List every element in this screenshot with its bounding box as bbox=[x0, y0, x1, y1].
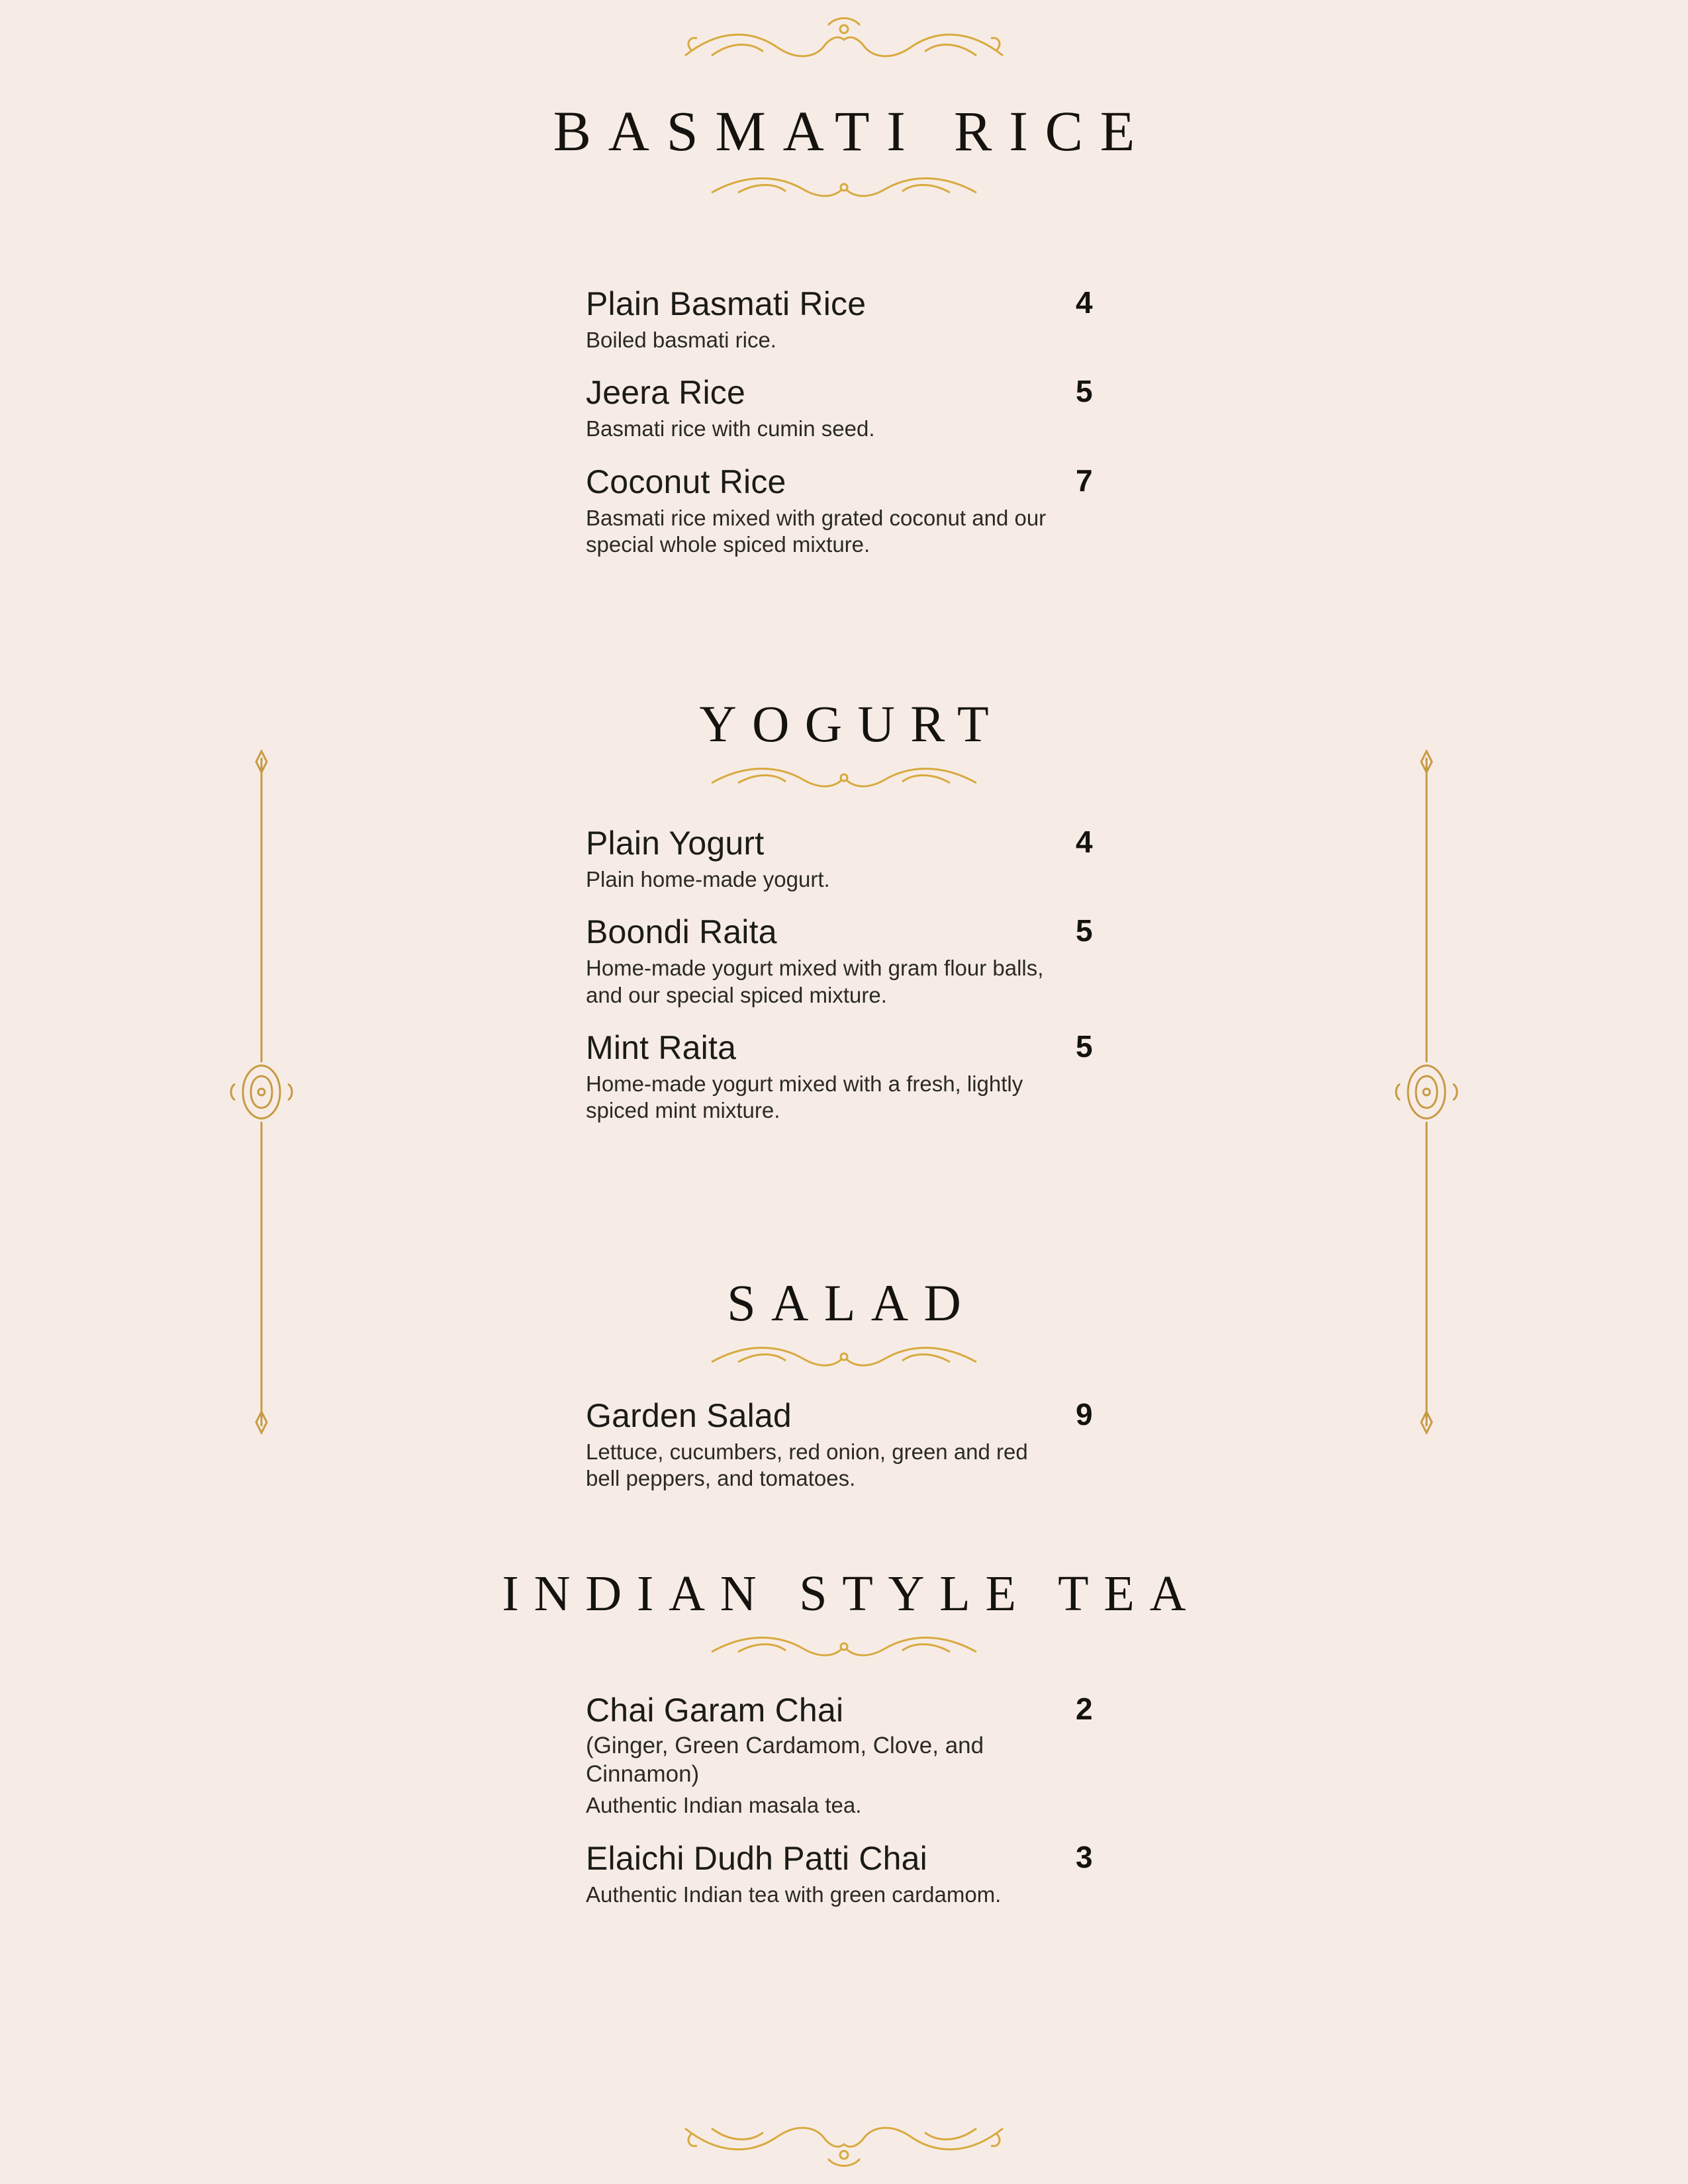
item-description: Authentic Indian tea with green cardamom. bbox=[586, 1882, 1002, 1907]
item-list-salad bbox=[586, 1396, 1129, 1512]
flourish-ornament-top bbox=[672, 9, 1016, 82]
section-title: BASMATI RICE bbox=[553, 99, 1152, 163]
item-name: Boondi Raita bbox=[586, 913, 777, 951]
menu-item bbox=[586, 824, 1129, 893]
item-list-indian-style-tea bbox=[586, 1691, 1129, 1928]
item-description: Lettuce, cucumbers, red onion, green and red bell peppers, and tomatoes. bbox=[586, 1439, 1028, 1491]
flourish-ornament-bottom bbox=[672, 2102, 1016, 2175]
item-price: 4 bbox=[1076, 285, 1093, 320]
item-description: Basmati rice mixed with grated coconut and our special whole spiced mixture. bbox=[586, 505, 1047, 557]
item-description: Plain home-made yogurt. bbox=[586, 867, 830, 891]
menu-item bbox=[586, 913, 1129, 1009]
item-price: 7 bbox=[1076, 463, 1093, 498]
menu-item bbox=[586, 1028, 1129, 1124]
section-header-salad bbox=[0, 1274, 1688, 1379]
menu-item bbox=[586, 1691, 1129, 1819]
menu-item bbox=[586, 373, 1129, 442]
item-name: Coconut Rice bbox=[586, 463, 786, 500]
section-header-indian-style-tea bbox=[0, 1566, 1688, 1669]
menu-item bbox=[586, 463, 1129, 559]
item-price: 5 bbox=[1076, 1028, 1093, 1064]
item-name: Plain Yogurt bbox=[586, 825, 765, 862]
item-description: Basmati rice with cumin seed. bbox=[586, 416, 875, 441]
item-name: Jeera Rice bbox=[586, 374, 745, 412]
menu-item bbox=[586, 1396, 1129, 1492]
item-description: Home-made yogurt mixed with gram flour balls, and our special spiced mixture. bbox=[586, 956, 1044, 1007]
item-name: Plain Basmati Rice bbox=[586, 285, 867, 322]
item-list-basmati-rice bbox=[586, 285, 1129, 578]
menu-item bbox=[586, 285, 1129, 353]
section-title: YOGURT bbox=[699, 695, 1005, 752]
section-title: INDIAN STYLE TEA bbox=[502, 1566, 1201, 1621]
item-price: 9 bbox=[1076, 1397, 1093, 1432]
item-subtitle: (Ginger, Green Cardamom, Clove, and Cinnamon) bbox=[586, 1733, 984, 1787]
item-name: Elaichi Dudh Patti Chai bbox=[586, 1839, 927, 1877]
item-description: Home-made yogurt mixed with a fresh, lightly spiced mint mixture. bbox=[586, 1071, 1023, 1122]
item-price: 3 bbox=[1076, 1839, 1093, 1874]
section-header-basmati-rice bbox=[0, 99, 1688, 210]
menu-item bbox=[586, 1839, 1129, 1908]
divider-flourish bbox=[705, 170, 983, 210]
item-list-yogurt bbox=[586, 824, 1129, 1144]
item-price: 4 bbox=[1076, 825, 1093, 859]
item-description: Authentic Indian masala tea. bbox=[586, 1793, 862, 1818]
item-name: Garden Salad bbox=[586, 1397, 792, 1434]
item-price: 5 bbox=[1076, 374, 1093, 409]
item-price: 5 bbox=[1076, 913, 1093, 948]
item-description: Boiled basmati rice. bbox=[586, 328, 776, 352]
item-name: Chai Garam Chai bbox=[586, 1692, 844, 1729]
section-title: SALAD bbox=[727, 1274, 977, 1332]
divider-flourish bbox=[705, 760, 983, 800]
divider-flourish bbox=[705, 1340, 983, 1379]
section-header-yogurt bbox=[0, 695, 1688, 800]
item-name: Mint Raita bbox=[586, 1028, 737, 1066]
item-price: 2 bbox=[1076, 1692, 1093, 1726]
divider-flourish bbox=[705, 1629, 983, 1669]
